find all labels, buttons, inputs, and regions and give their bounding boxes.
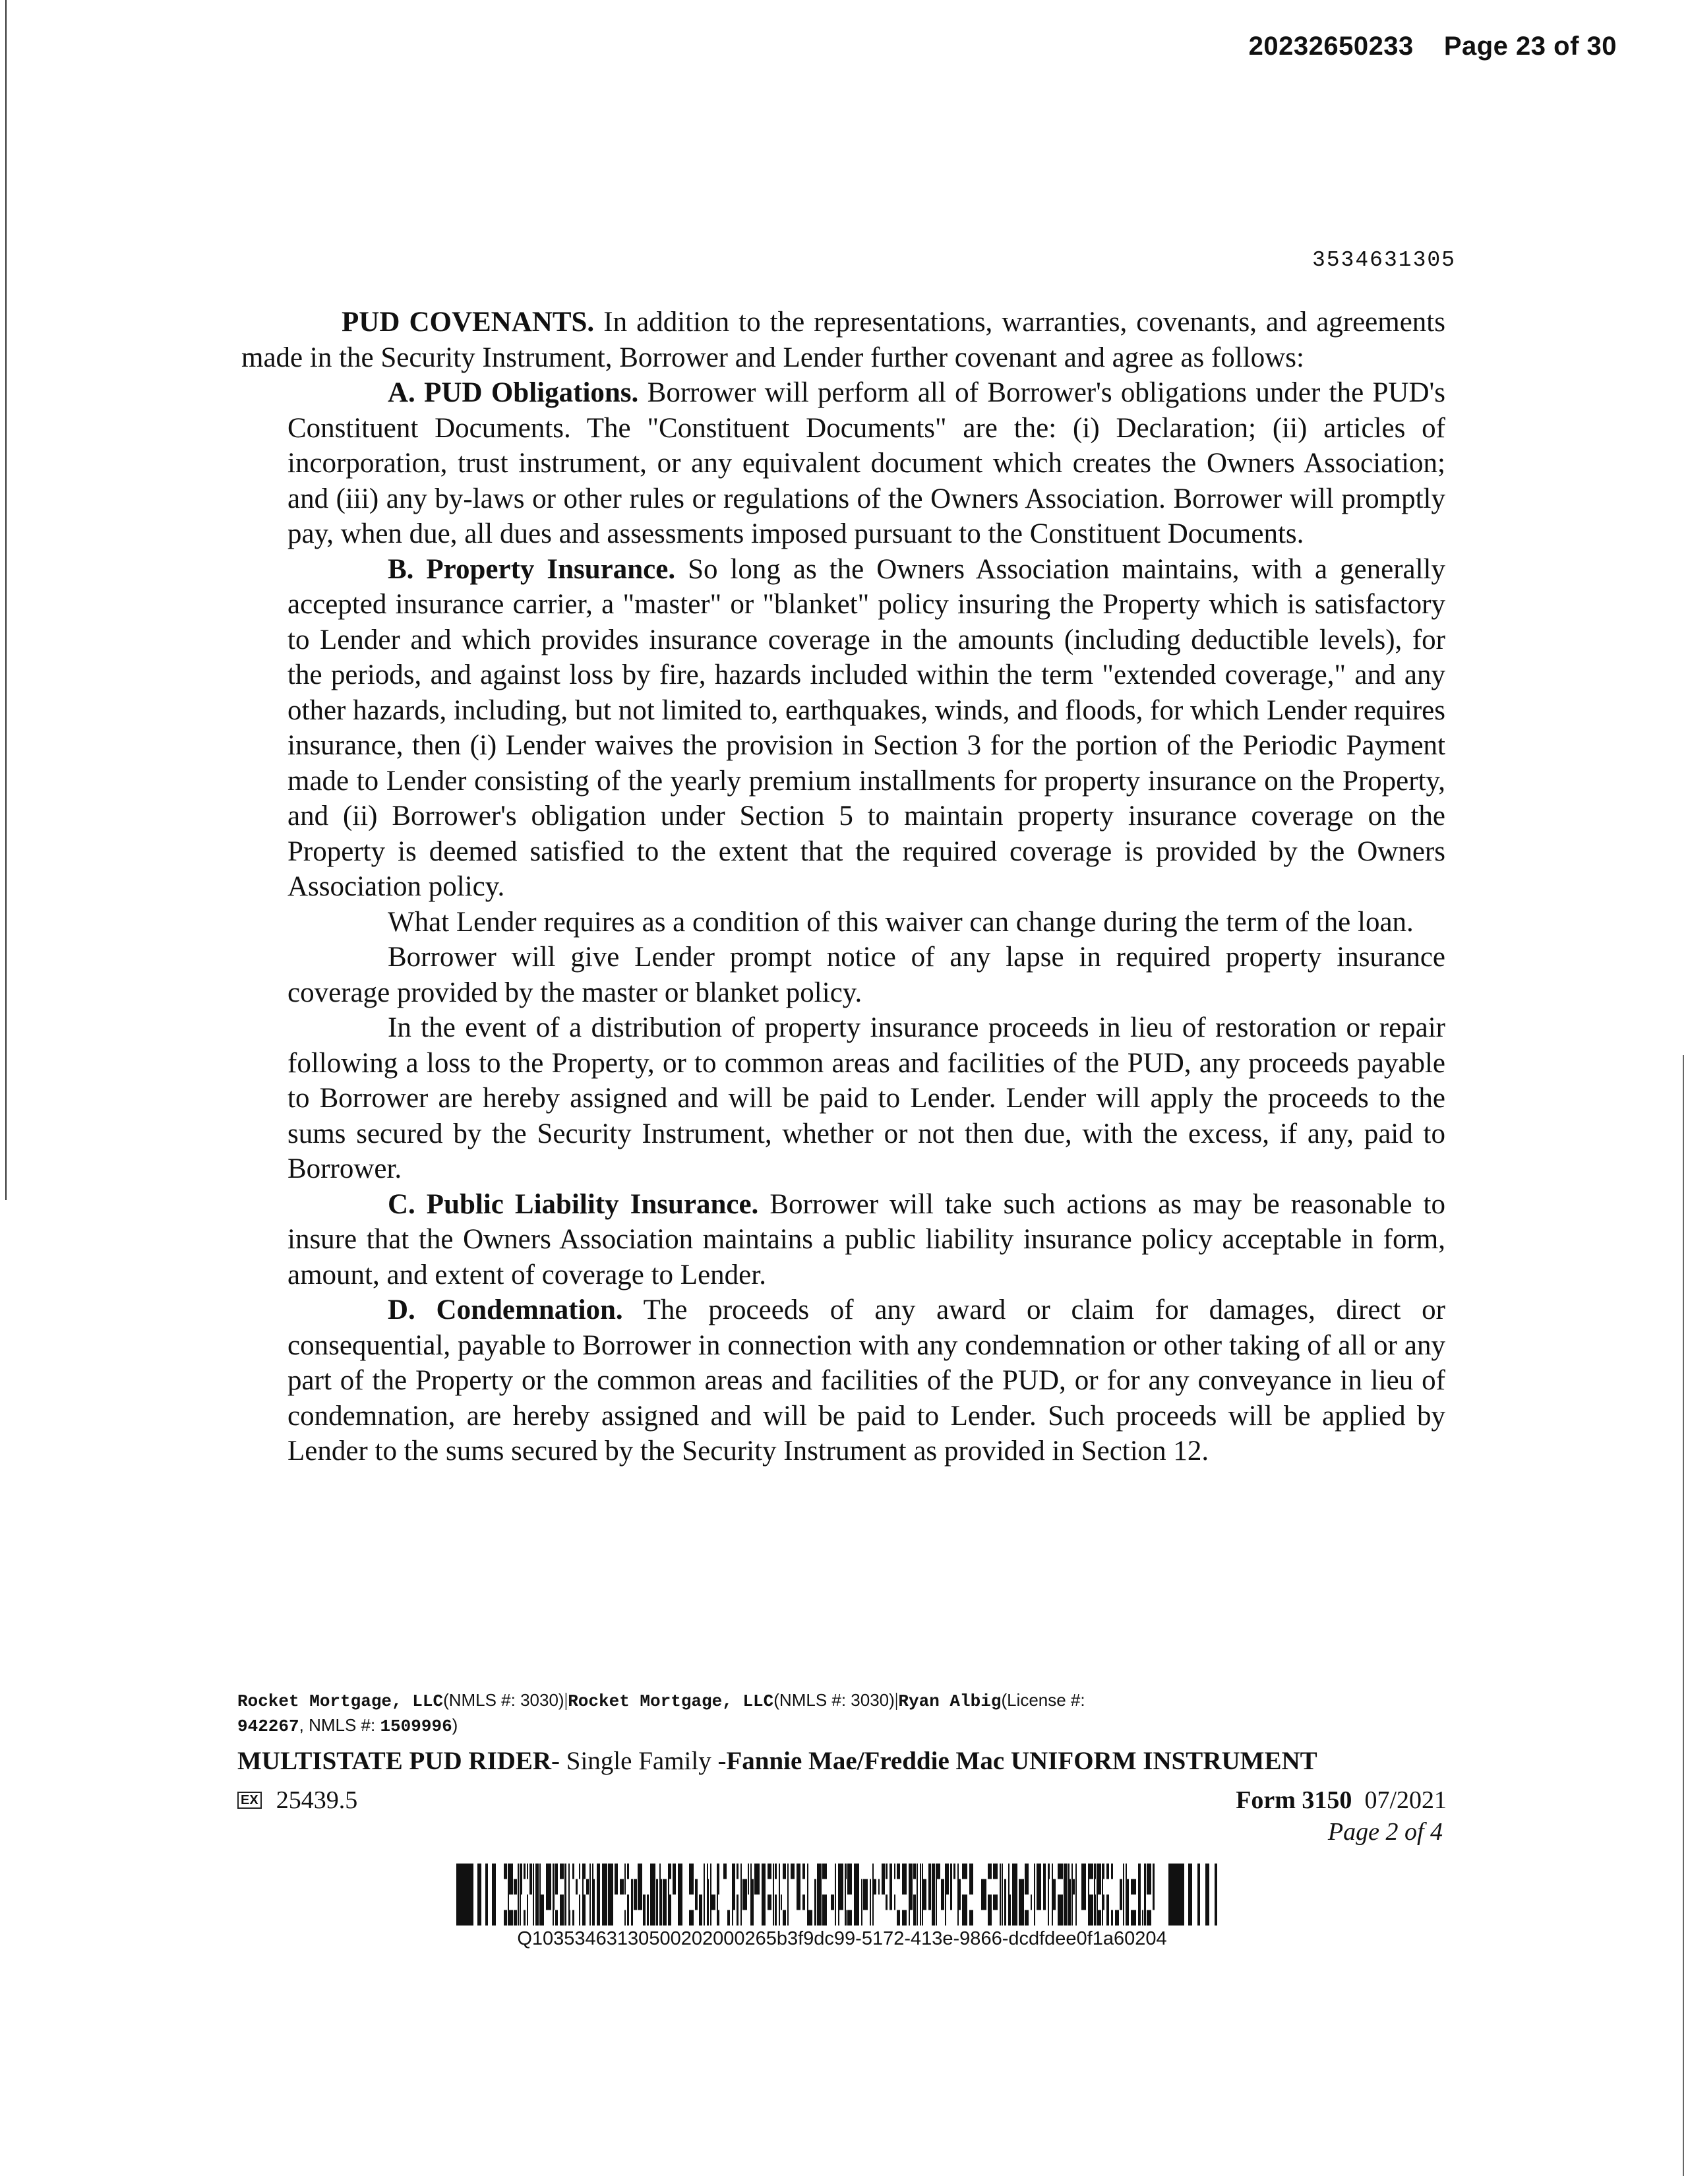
section-text: What Lender requires as a condition of this waiver can change during the term of the loan. <box>388 906 1414 938</box>
originator-nmls-label: , NMLS #: <box>299 1715 380 1735</box>
section-title: B. Property Insurance. <box>388 553 676 585</box>
originator-nmls: 1509996 <box>380 1716 452 1736</box>
section-text: Borrower will take such actions as may be reasonable to insure that the Owners Association maintains a public liability insurance policy acceptable in form, amount, and extent of coverage to Lender. <box>287 1188 1445 1290</box>
covenants-intro-title: PUD COVENANTS. <box>342 307 595 338</box>
separator: | <box>894 1690 899 1711</box>
lender-nmls: (NMLS #: 3030) <box>443 1690 564 1710</box>
lender-nmls: (NMLS #: 3030) <box>773 1690 895 1710</box>
form-page-number: Page 2 of 4 <box>1327 1818 1443 1846</box>
paragraph-lapse-notice <box>287 940 1445 1010</box>
originator-name: Ryan Albig <box>898 1691 1002 1711</box>
barcode-image <box>456 1864 1228 1926</box>
section-title: C. Public Liability Insurance. <box>388 1188 759 1220</box>
recording-page-label: Page 23 of 30 <box>1443 32 1617 61</box>
form-title <box>237 1746 1411 1776</box>
paragraph-insurance-proceeds <box>287 1010 1445 1187</box>
form-code-row <box>237 1786 1447 1819</box>
section-condemnation <box>287 1292 1445 1469</box>
paragraph-waiver-conditions <box>287 905 1445 940</box>
covenants-body <box>241 305 1445 1469</box>
section-pud-obligations <box>287 375 1445 552</box>
section-title: D. Condemnation. <box>388 1294 623 1325</box>
form-number <box>1236 1786 1447 1815</box>
lender-info-line <box>237 1688 1398 1738</box>
recording-header <box>1249 32 1617 61</box>
license-close: ) <box>452 1715 458 1735</box>
lender-name: Rocket Mortgage, LLC <box>237 1691 444 1711</box>
license-number: 942267 <box>237 1716 299 1736</box>
section-text: Borrower will perform all of Borrower's obligations under the PUD's Constituent Documents. The "Constituent Documents" are the: (i) Declaration; (ii) articles of incorporation, trust instrument, or any equivalent document which creates the Owners Association; and (iii) any by-laws or other rules or regulations of the Owners Association. Borrower will promptly pay, when due, all dues and assessments imposed pursuant to the Constituent Documents. <box>287 377 1445 549</box>
section-public-liability <box>287 1187 1445 1293</box>
right-edge-line <box>1683 1055 1684 2176</box>
form-title-mid: - Single Family - <box>551 1747 727 1775</box>
lender-name: Rocket Mortgage, LLC <box>568 1691 774 1711</box>
section-property-insurance <box>287 552 1445 905</box>
section-text: In the event of a distribution of property insurance proceeds in lieu of restoration or repair following a loss to the Property, or to common areas and facilities of the PUD, any proceeds payable to Borrower are hereby assigned and will be paid to Lender. Lender will apply the proceeds to the sums secured by the Security Instrument, whether or not then due, with the excess, if any, paid to Borrower. <box>287 1012 1445 1184</box>
section-text: The proceeds of any award or claim for damages, direct or consequential, payable to Borrower in connection with any condemnation or other taking of all or any part of the Property or the common areas and facilities of the PUD, or for any conveyance in lieu of condemnation, are hereby assigned and will be paid to Lender. Such proceeds will be applied by Lender to the sums secured by the Security Instrument as provided in Section 12. <box>287 1294 1446 1467</box>
separator: | <box>564 1690 568 1711</box>
ex-badge-icon: EX <box>237 1792 262 1809</box>
form-label: Form 3150 <box>1236 1786 1352 1814</box>
section-text: So long as the Owners Association maintains, with a generally accepted insurance carrier, a "master" or "blanket" policy insuring the Property which is satisfactory to Lender and which provides insurance coverage in the amounts (including deductible levels), for the periods, and against loss by fire, hazards included within the term "extended coverage," and any other hazards, including, but not limited to, earthquakes, winds, and floods, for which Lender requires insurance, then (i) Lender waives the provision in Section 3 for the portion of the Periodic Payment made to Lender consisting of the yearly premium installments for property insurance on the Property, and (ii) Borrower's obligation under Section 5 to maintain property insurance coverage on the Property is deemed satisfied to the extent that the required coverage is provided by the Owners Association policy. <box>287 553 1446 902</box>
loan-number: 3534631305 <box>1311 248 1456 272</box>
form-date: 07/2021 <box>1352 1786 1447 1814</box>
barcode-block <box>456 1864 1228 1950</box>
doc-code: 25439.5 <box>276 1786 358 1814</box>
form-title-main: MULTISTATE PUD RIDER <box>237 1747 552 1775</box>
covenants-intro-text: In addition to the representations, warranties, covenants, and agreements made in the Security Instrument, Borrower and Lender further covenant and agree as follows: <box>241 307 1445 373</box>
section-title: A. PUD Obligations. <box>388 377 639 408</box>
recording-number: 20232650233 <box>1248 32 1414 61</box>
form-title-instrument: Fannie Mae/Freddie Mac UNIFORM INSTRUMENT <box>726 1747 1317 1775</box>
barcode-text: Q10353463130500202000265b3f9dc99-5172-413e-9866-dcdfdee0f1a60204 <box>517 1928 1167 1949</box>
section-text: Borrower will give Lender prompt notice of any lapse in required property insurance coverage provided by the master or blanket policy. <box>287 942 1445 1008</box>
license-label: (License #: <box>1001 1690 1085 1710</box>
left-edge-line <box>5 0 7 1200</box>
covenants-intro <box>241 305 1445 375</box>
